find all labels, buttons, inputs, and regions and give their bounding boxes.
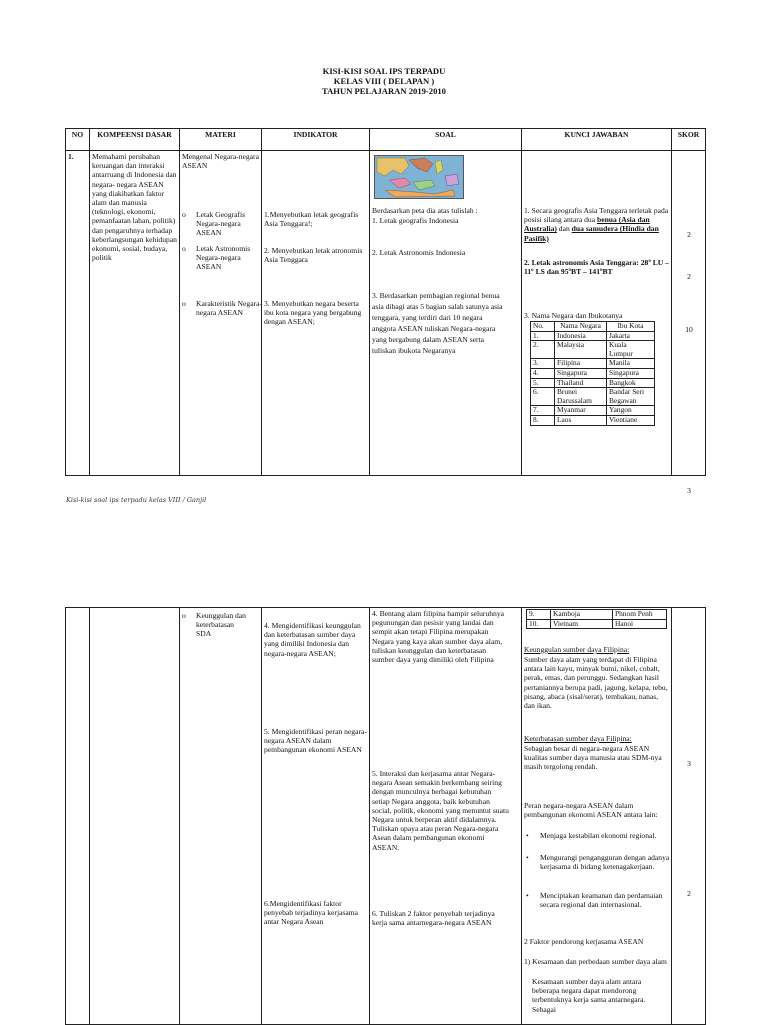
materi-item: o Keunggulan dan keterbatasan SDA [182, 611, 246, 639]
soal-item: 2. Letak Astronomis Indonesia [372, 248, 466, 258]
soal-item: 6. Tuliskan 2 faktor penyebab terjadinya kerja sama antarnegara-negara ASEAN [372, 909, 495, 928]
col-skor: SKOR [672, 129, 706, 151]
asean-map-image [374, 155, 464, 199]
skor-1: 2 [687, 230, 691, 240]
table-row: 7. Myanmar Yangon [531, 406, 655, 416]
skor-2: 2 [687, 272, 691, 282]
soal-item: 1. Letak geografis Indonesia [372, 216, 459, 226]
skor-6: 2 [687, 889, 691, 898]
table-row: 5. Thailand Bangkok [531, 378, 655, 388]
table-row: 2. Malaysia Kuala Lumpur [531, 341, 655, 359]
peran-item: • Menciptakan keamanan dan perdamaian secara regional dan internasional. [526, 891, 663, 910]
soal-item: 5. Interaksi dan kerjasama antar Negara- negara Asean semakin berkembang seiring dengan munculnya berbagai kebutuhan setiap Negara anggota, baik kebutuhan social, politik, ekonomi yang menuntut suatu Negara untuk berperan aktif didalamnya. Tuliskan upaya atau peran Negara-negara Asean dalam pembangunan ekonomi ASEAN. [372, 769, 509, 852]
col-indikator: INDIKATOR [262, 129, 370, 151]
kisi-kisi-table-page2 [65, 607, 706, 1025]
doc-class: KELAS VIII ( DELAPAN ) [333, 76, 435, 86]
materi-intro: Mengenal Negara-negara ASEAN [182, 152, 259, 171]
col-kompetensi: KOMPEENSI DASAR [90, 129, 180, 151]
skor-5: 3 [687, 759, 691, 768]
table-row: 6. Brunei Darussalam Bandar Seri Begawan [531, 388, 655, 406]
keterbatasan-title: Keterbatasan sumber daya Filipina: [524, 734, 632, 743]
faktor-title: 2 Faktor pendorong kerjasama ASEAN [524, 937, 644, 946]
skor-4: 3 [687, 486, 691, 496]
faktor-1: 1) Kesamaan dan perbedaan sumber daya alam [524, 957, 667, 966]
table-row: 9. Kamboja Phnom Penh [527, 610, 667, 620]
th-ibukota: Ibu Kota [607, 322, 655, 332]
materi-item: o Letak Astronomis Negara-negara ASEAN [182, 244, 251, 272]
kisi-kisi-table-page1 [65, 128, 706, 496]
col-kunci: KUNCI JAWABAN [522, 129, 672, 151]
soal-intro: Berdasarkan peta dia atas tulislah : [372, 206, 478, 216]
ibukota-table [530, 321, 655, 426]
soal-item: 3. Berdasarkan pembagian regional benua asia dibagi atas 5 bagian salah satunya asia tenggara, yang terdiri dari 10 negara anggota ASEAN tuliskan Negara-negara yang bergabung dalam ASEAN serta tuliskan ibukota Negaranya [372, 291, 503, 356]
skor-3: 10 [685, 325, 693, 335]
col-no: NO [66, 129, 90, 151]
peran-item: • Menjaga kestabilan ekonomi regional. [526, 831, 657, 840]
doc-year: TAHUN PELAJARAN 2019-2010 [322, 86, 446, 96]
materi-item: o Letak Geografis Negara-negara ASEAN [182, 210, 246, 238]
doc-title: KISI-KISI SOAL IPS TERPADU [322, 66, 446, 76]
table-row: 4. Singapura Singapura [531, 369, 655, 379]
kunci-2: 2. Letak astronomis Asia Tenggara: 28º LU – 11º LS dan 95ºBT – 141ºBT [524, 258, 669, 277]
indikator-item: 5. Mengidentifikasi peran negara-negara ASEAN dalam pembangunan ekonomi ASEAN [264, 727, 367, 755]
col-materi: MATERI [180, 129, 262, 151]
col-soal: SOAL [370, 129, 522, 151]
table-row: 1. Indonesia Jakarta [531, 331, 655, 341]
ibukota-table-cont [526, 609, 667, 629]
table-row: 3. Filipina Manila [531, 359, 655, 369]
indikator-item: 3. Menyebutkan negara beserta ibu kota negara yang bergabung dengan ASEAN; [264, 299, 362, 327]
keunggulan-title: Keunggulan sumber daya Filipina: [524, 645, 630, 654]
peran-item: • Mengurangi pengangguran dengan adanya kerjasama di bidang ketenagakerjaan. [526, 853, 670, 872]
kunci-3: 3. Nama Negara dan Ibukotanya [524, 311, 623, 321]
soal-item: 4. Bentang alam filipina hampir seluruhnya pegunungan dan pesisir yang landai dan sempit akan tetapi Filipina merupakan Negara yang kaya akan sumber daya alam, tuliskan keunggulan dan keterbatasan sumber daya yang dimiliki oleh Filipina [372, 609, 505, 665]
th-no: No. [531, 322, 555, 332]
materi-item: o Karakteristik Negara-negara ASEAN [182, 299, 262, 318]
kompetensi-dasar: Memahami perubahan keruangan dan interaksi antarruang di Indonesia dan negara- negara ASEAN yang diakibatkan faktor alam dan manusia (teknologi, ekonomi, pemanfaatan lahan, politik) dan pengaruhnya terhadap keberlangsungan kehidupan ekonomi, sosial, budaya, politik [92, 152, 177, 263]
peran-intro: Peran negara-negara ASEAN dalam pembangunan ekonomi ASEAN antara lain: [524, 801, 658, 820]
th-nama: Nama Negara [555, 322, 607, 332]
keterbatasan-text: Sebagian besar di negara-negara ASEAN kualitas sumber daya manusia atau SDM-nya masih tergolong rendah. [524, 744, 662, 772]
indikator-item: 1.Menyebutkan letak geografis Asia Tenggara!; [264, 210, 359, 229]
indikator-item: 4. Mengidentifikasi keunggulan dan keterbatasan sumber daya yang dimiliki Indonesia dan negara-negara ASEAN; [264, 621, 361, 658]
indikator-item: 6.Mengidentifikasi faktor penyebab terjadinya kerjasama antar Negara Asean [264, 899, 359, 927]
table-row: 10. Vietnam Hanoi [527, 619, 667, 629]
table-row: 8. Laos Vientiane [531, 416, 655, 426]
footer-note: Kisi-kisi soal ips terpadu kelas VIII / Ganjil [66, 496, 207, 504]
keunggulan-text: Sumber daya alam yang terdapat di Filipina antara lain kayu, minyak bumi, nikel, cobalt, perak, emas, dan perunggu. Sedangkan hasil pertaniannya berupa padi, jagung, kelapa, tebu, pisang, abaca (sisal/serat), tembakau, nanas, dan ikan. [524, 655, 668, 711]
kunci-1: 1. Secara geografis Asia Tenggara terletak pada posisi silang antara dua benua (Asia dan Australia) dan dua samudera (Hindia dan Pasifik) [524, 206, 669, 243]
indikator-item: 2. Menyebutkan letak atronomis Asia Tenggara [264, 246, 363, 265]
faktor-text: Kesamaan sumber daya alam antara beberapa negara dapat mendorong terbentuknya kerja sama antarnegara. Sebagai [532, 977, 646, 1014]
row-number: 1. [68, 152, 74, 162]
